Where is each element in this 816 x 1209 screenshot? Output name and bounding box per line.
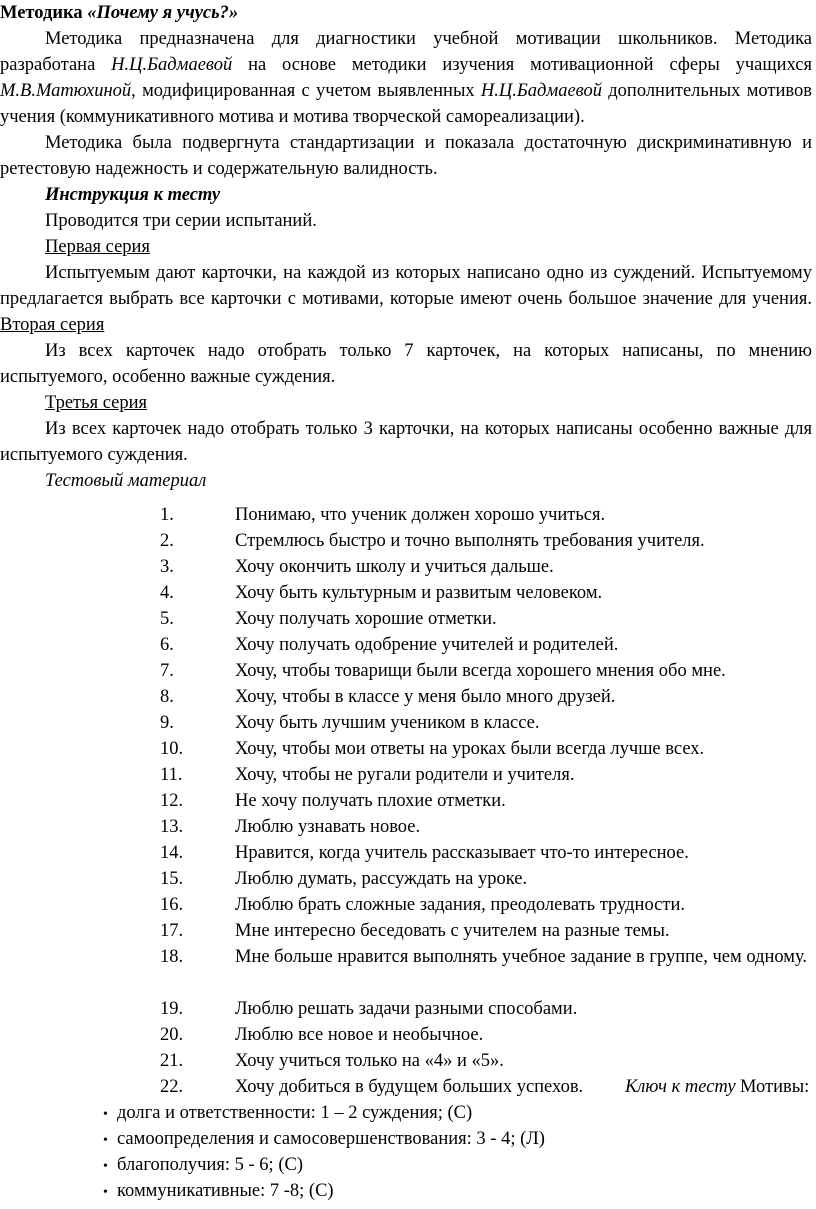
motives-label: Мотивы: xyxy=(740,1077,810,1097)
item-number: 11. xyxy=(160,765,183,785)
key-bullet-item xyxy=(103,1100,472,1128)
item-number: 15. xyxy=(160,869,184,889)
bullet-icon: • xyxy=(103,1133,108,1148)
item-text: Хочу, чтобы товарищи были всегда хорошего мнения обо мне. xyxy=(235,661,726,681)
item-number: 18. xyxy=(160,947,184,967)
item-number: 1. xyxy=(160,505,174,525)
list-item xyxy=(0,866,816,892)
document-title xyxy=(0,0,816,26)
key-bullet-item xyxy=(103,1126,545,1154)
item-text: Хочу, чтобы мои ответы на уроках были всегда лучше всех. xyxy=(235,739,705,759)
title-prefix: Методика xyxy=(0,3,88,23)
list-item xyxy=(0,762,816,788)
item-text: Люблю думать, рассуждать на уроке. xyxy=(235,869,528,889)
bullet-icon: • xyxy=(103,1107,108,1122)
list-item xyxy=(0,1022,816,1048)
item-text: Хочу окончить школу и учиться дальше. xyxy=(235,557,554,577)
item-text: Хочу получать хорошие отметки. xyxy=(235,609,497,629)
key-item-text: самоопределения и самосовершенствования: 3 - 4; (Л) xyxy=(117,1129,545,1149)
item-number: 22. xyxy=(160,1077,184,1097)
author-name: Н.Ц.Бадмаевой xyxy=(111,55,233,75)
item-text: Люблю узнавать новое. xyxy=(235,817,421,837)
item-text: Хочу добиться в будущем больших успехов. xyxy=(235,1077,584,1097)
item-number: 19. xyxy=(160,999,184,1019)
list-item xyxy=(0,840,816,866)
series2-paragraph: Из всех карточек надо отобрать только 7 карточек, на которых написаны, по мнению испытуемого, особенно важные суждения. xyxy=(0,341,812,387)
instruction-lead: Проводится три серии испытаний. xyxy=(45,211,317,231)
item-number: 3. xyxy=(160,557,174,577)
list-item xyxy=(0,918,816,944)
item-number: 6. xyxy=(160,635,174,655)
item-text: Хочу, чтобы в классе у меня было много друзей. xyxy=(235,687,616,707)
author-name: М.В.Матюхиной xyxy=(0,81,132,101)
list-item xyxy=(0,1048,816,1074)
list-item xyxy=(0,788,816,814)
item-text: Люблю решать задачи разными способами. xyxy=(235,999,578,1019)
list-item xyxy=(0,892,816,918)
item-number: 8. xyxy=(160,687,174,707)
list-item xyxy=(0,554,816,580)
series3-title: Третья серия xyxy=(45,393,148,413)
item-number: 7. xyxy=(160,661,174,681)
item-text: Нравится, когда учитель рассказывает что-то интересное. xyxy=(235,843,689,863)
list-item xyxy=(0,996,816,1022)
item-number: 12. xyxy=(160,791,184,811)
series3-paragraph: Из всех карточек надо отобрать только 3 карточки, на которых написаны особенно важные для испытуемого суждения. xyxy=(0,419,812,465)
list-item xyxy=(0,1074,816,1100)
material-heading: Тестовый материал xyxy=(45,471,207,491)
key-bullet-item xyxy=(103,1178,334,1206)
key-item-text: коммуникативные: 7 -8; (С) xyxy=(117,1181,334,1201)
item-number: 13. xyxy=(160,817,184,837)
key-heading: Ключ к тесту xyxy=(625,1077,736,1097)
key-bullet-item xyxy=(103,1152,303,1180)
item-text: Хочу быть лучшим учеником в классе. xyxy=(235,713,540,733)
title-name: «Почему я учусь?» xyxy=(87,3,239,23)
intro-paragraph-2: Методика была подвергнута стандартизации и показала достаточную дискриминативную и ретестовую надежность и содержательную валидность. xyxy=(0,133,812,179)
series1-title: Первая серия xyxy=(45,237,150,257)
author-name: Н.Ц.Бадмаевой xyxy=(480,81,602,101)
list-item xyxy=(0,736,816,762)
item-number: 9. xyxy=(160,713,174,733)
item-text: Не хочу получать плохие отметки. xyxy=(235,791,506,811)
key-item-text: благополучия: 5 - 6; (С) xyxy=(117,1155,303,1175)
item-number: 10. xyxy=(160,739,184,759)
series1-paragraph: Испытуемым дают карточки, на каждой из которых написано одно из суждений. Испытуемому предлагается выбрать все карточки с мотивами, которые имеют очень большое значение для учения. Вторая серия xyxy=(0,263,812,335)
item-number: 14. xyxy=(160,843,184,863)
list-item xyxy=(0,580,816,606)
item-number: 16. xyxy=(160,895,184,915)
list-item xyxy=(0,502,816,528)
intro-paragraph-1: Методика предназначена для диагностики учебной мотивации школьников. Методика разработана Н.Ц.Бадмаевой на основе методики изучения мотивационной сферы учащихся М.В.Матюхиной, модифицированная с учетом выявленных Н.Ц.Бадмаевой дополнительных мотивов учения (коммуникативного мотива и мотива творческой самореализации). xyxy=(0,29,812,127)
bullet-icon: • xyxy=(103,1185,108,1200)
list-item xyxy=(0,606,816,632)
item-text: Понимаю, что ученик должен хорошо учиться. xyxy=(235,505,606,525)
item-text: Хочу, чтобы не ругали родители и учителя. xyxy=(235,765,575,785)
item-number: 4. xyxy=(160,583,174,603)
instruction-heading: Инструкция к тесту xyxy=(45,185,221,205)
item-number: 20. xyxy=(160,1025,184,1045)
bullet-icon: • xyxy=(103,1159,108,1174)
item-text: Хочу получать одобрение учителей и родителей. xyxy=(235,635,619,655)
item-text: Люблю брать сложные задания, преодолевать трудности. xyxy=(235,895,685,915)
item-number: 21. xyxy=(160,1051,184,1071)
item-text: Мне больше нравится выполнять учебное задание в группе, чем одному. xyxy=(235,947,808,967)
list-item xyxy=(0,814,816,840)
list-item xyxy=(0,684,816,710)
list-item xyxy=(0,710,816,736)
item-number: 17. xyxy=(160,921,184,941)
item-number: 5. xyxy=(160,609,174,629)
item-text: Мне интересно беседовать с учителем на разные темы. xyxy=(235,921,670,941)
item-text: Хочу быть культурным и развитым человеком. xyxy=(235,583,603,603)
item-number: 2. xyxy=(160,531,174,551)
list-item xyxy=(0,528,816,554)
list-item xyxy=(0,632,816,658)
series2-title: Вторая серия xyxy=(0,315,105,335)
item-text: Стремлюсь быстро и точно выполнять требования учителя. xyxy=(235,531,705,551)
key-item-text: долга и ответственности: 1 – 2 суждения; (С) xyxy=(117,1103,473,1123)
list-item xyxy=(0,658,816,684)
list-item xyxy=(0,944,816,970)
item-text: Хочу учиться только на «4» и «5». xyxy=(235,1051,504,1071)
item-text: Люблю все новое и необычное. xyxy=(235,1025,484,1045)
